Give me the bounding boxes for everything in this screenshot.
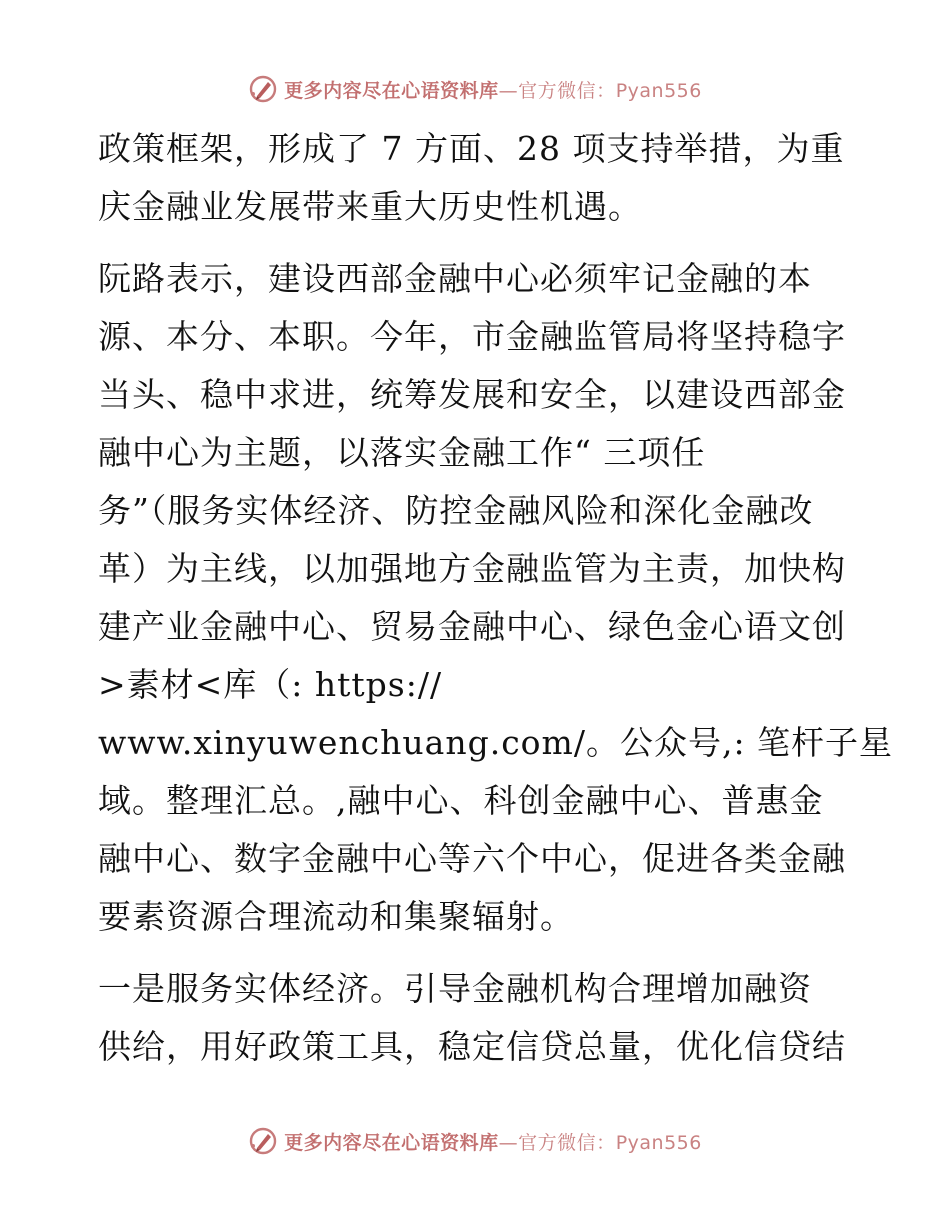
- pen-logo-icon: [248, 74, 278, 104]
- text-line: 源、本分、本职。今年，市金融监管局将坚持稳字: [98, 317, 846, 356]
- header-watermark-banner: [0, 72, 950, 106]
- text-line: 一是服务实体经济。引导金融机构合理增加融资: [98, 969, 812, 1008]
- text-line: 融中心为主题，以落实金融工作“ 三项任: [98, 433, 706, 472]
- footer-separator: —: [498, 1131, 519, 1154]
- footer-colon: ：: [596, 1131, 616, 1154]
- document-body: [98, 120, 894, 1076]
- header-colon: ：: [596, 79, 616, 102]
- text-line: 建产业金融中心、贸易金融中心、绿色金心语文创: [98, 607, 846, 646]
- footer-brand-text: 更多内容尽在心语资料库: [284, 1131, 499, 1154]
- footer-wechat-id: Pyan556: [615, 1131, 702, 1154]
- text-line: www.xinyuwenchuang.com/。公众号,: 笔杆子星: [98, 723, 894, 762]
- footer-wechat-label: 官方微信: [518, 1131, 597, 1154]
- text-line: >素材<库（: https://: [98, 665, 443, 704]
- footer-watermark-banner: [0, 1124, 950, 1158]
- footer-banner-text: [284, 1128, 702, 1155]
- header-banner-text: [284, 76, 702, 103]
- text-line: 域。整理汇总。,融中心、科创金融中心、普惠金: [98, 781, 824, 820]
- paragraph-3: [98, 960, 858, 1076]
- text-line: 供给，用好政策工具，稳定信贷总量，优化信贷结: [98, 1027, 846, 1066]
- text-line: 政策框架，形成了 7 方面、28 项支持举措，为重: [98, 129, 845, 168]
- header-wechat-id: Pyan556: [615, 79, 702, 102]
- text-line: 阮路表示，建设西部金融中心必须牢记金融的本: [98, 259, 812, 298]
- text-line: 革）为主线，以加强地方金融监管为主责，加快构: [98, 549, 846, 588]
- pen-logo-icon: [248, 1126, 278, 1156]
- header-separator: —: [498, 79, 519, 102]
- text-line: 要素资源合理流动和集聚辐射。: [98, 897, 574, 936]
- text-line: 庆金融业发展带来重大历史性机遇。: [98, 187, 642, 226]
- text-line: 当头、稳中求进，统筹发展和安全，以建设西部金: [98, 375, 846, 414]
- paragraph-2: [98, 250, 894, 946]
- text-line: 融中心、数字金融中心等六个中心，促进各类金融: [98, 839, 846, 878]
- text-line: 务”（服务实体经济、防控金融风险和深化金融改: [98, 491, 814, 530]
- paragraph-1: [98, 120, 858, 236]
- header-wechat-label: 官方微信: [518, 79, 597, 102]
- header-brand-text: 更多内容尽在心语资料库: [284, 79, 499, 102]
